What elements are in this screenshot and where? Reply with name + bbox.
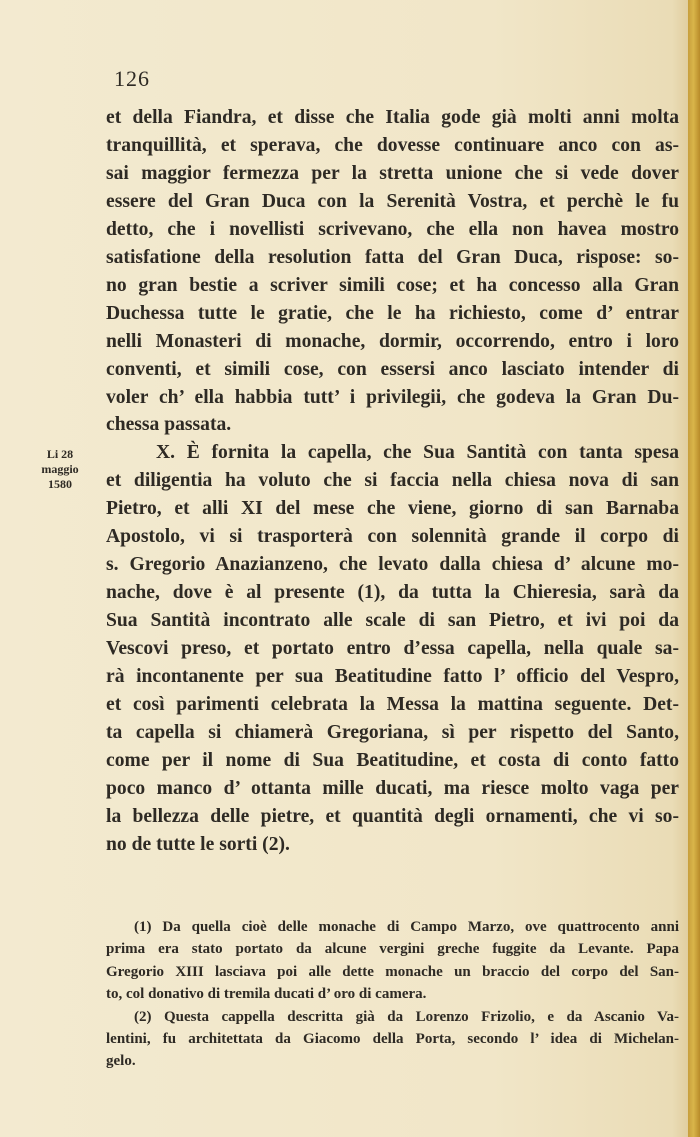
page-edge-strip xyxy=(688,0,700,1137)
body-line: poco manco d’ ottanta mille ducati, ma riesce molto vaga per xyxy=(106,777,679,799)
body-line: chessa passata. xyxy=(106,414,232,436)
body-line: voler ch’ ella habbia tutt’ i privilegii, che godeva la Gran Du- xyxy=(106,386,679,408)
page-number: 126 xyxy=(114,66,150,91)
footnote-line: (2) Questa cappella descritta già da Lorenzo Frizolio, e da Ascanio Va- xyxy=(134,1008,679,1025)
body-text xyxy=(106,104,679,859)
body-line: tranquillità, et sperava, che dovesse continuare anco con as- xyxy=(106,134,679,156)
footnotes xyxy=(106,916,679,1073)
footnote-line: to, col donativo di tremila ducati d’ oro di camera. xyxy=(106,986,427,1003)
body-line: Apostolo, vi si trasporterà con solennità grande il corpo di xyxy=(106,526,679,548)
footnote-line: lentini, fu architettata da Giacomo della Porta, secondo l’ idea di Michelan- xyxy=(106,1031,679,1048)
body-line: satisfatione della resolution fatta del Gran Duca, rispose: so- xyxy=(106,246,679,268)
footnote-line: prima era stato portato da alcune vergini greche fuggite da Levante. Papa xyxy=(106,941,679,958)
body-line: nelli Monasteri di monache, dormir, occorrendo, entro i loro xyxy=(106,330,679,352)
body-line: nache, dove è al presente (1), da tutta la Chieresia, sarà da xyxy=(106,582,679,604)
body-line: X. È fornita la capella, che Sua Santità con tanta spesa xyxy=(156,442,679,464)
margin-date-note xyxy=(30,447,90,492)
footnote-line: (1) Da quella cioè delle monache di Campo Marzo, ove quattrocento anni xyxy=(134,919,679,935)
margin-note-line: Li 28 xyxy=(46,447,74,461)
margin-note-line: maggio xyxy=(41,462,79,476)
body-line: no gran bestie a scriver simili cose; et ha concesso alla Gran xyxy=(106,274,679,296)
body-line: detto, che i novellisti scrivevano, che ella non havea mostro xyxy=(106,218,679,240)
body-line: et della Fiandra, et disse che Italia gode già molti anni molta xyxy=(106,107,679,128)
body-line: no de tutte le sorti (2). xyxy=(106,833,290,855)
margin-note-line: 1580 xyxy=(48,477,72,491)
body-line: sai maggior fermezza per la stretta unione che si vede dover xyxy=(106,162,679,184)
body-line: s. Gregorio Anazianzeno, che levato dalla chiesa d’ alcune mo- xyxy=(106,554,679,576)
body-line: Pietro, et alli XI del mese che viene, giorno di san Barnaba xyxy=(106,498,679,520)
footnote-line: Gregorio XIII lasciava poi alle dette monache un braccio del corpo del San- xyxy=(106,963,679,980)
body-line: la bellezza delle pietre, et quantità degli ornamenti, che vi so- xyxy=(106,805,679,827)
body-line: rà incontanente per sua Beatitudine fatto l’ officio del Vespro, xyxy=(106,666,679,688)
body-line: Duchessa tutte le gratie, che le ha richiesto, come d’ entrar xyxy=(106,302,679,324)
body-line: conventi, et simili cose, con essersi anco lasciato intender di xyxy=(106,358,679,380)
body-line: et diligentia ha voluto che si faccia nella chiesa nova di san xyxy=(106,470,679,492)
body-line: Vescovi preso, et portato entro d’essa capella, nella quale sa- xyxy=(106,638,679,660)
body-line: ta capella si chiamerà Gregoriana, sì per rispetto del Santo, xyxy=(106,721,679,743)
body-line: et così parimenti celebrata la Messa la mattina seguente. Det- xyxy=(106,694,679,716)
body-line: essere del Gran Duca con la Serenità Vostra, et perchè le fu xyxy=(106,190,679,212)
footnote-line: gelo. xyxy=(106,1053,136,1070)
body-line: Sua Santità incontrato alle scale di san Pietro, et ivi poi da xyxy=(106,610,679,632)
body-line: come per il nome di Sua Beatitudine, et costa di conto fatto xyxy=(106,749,679,771)
